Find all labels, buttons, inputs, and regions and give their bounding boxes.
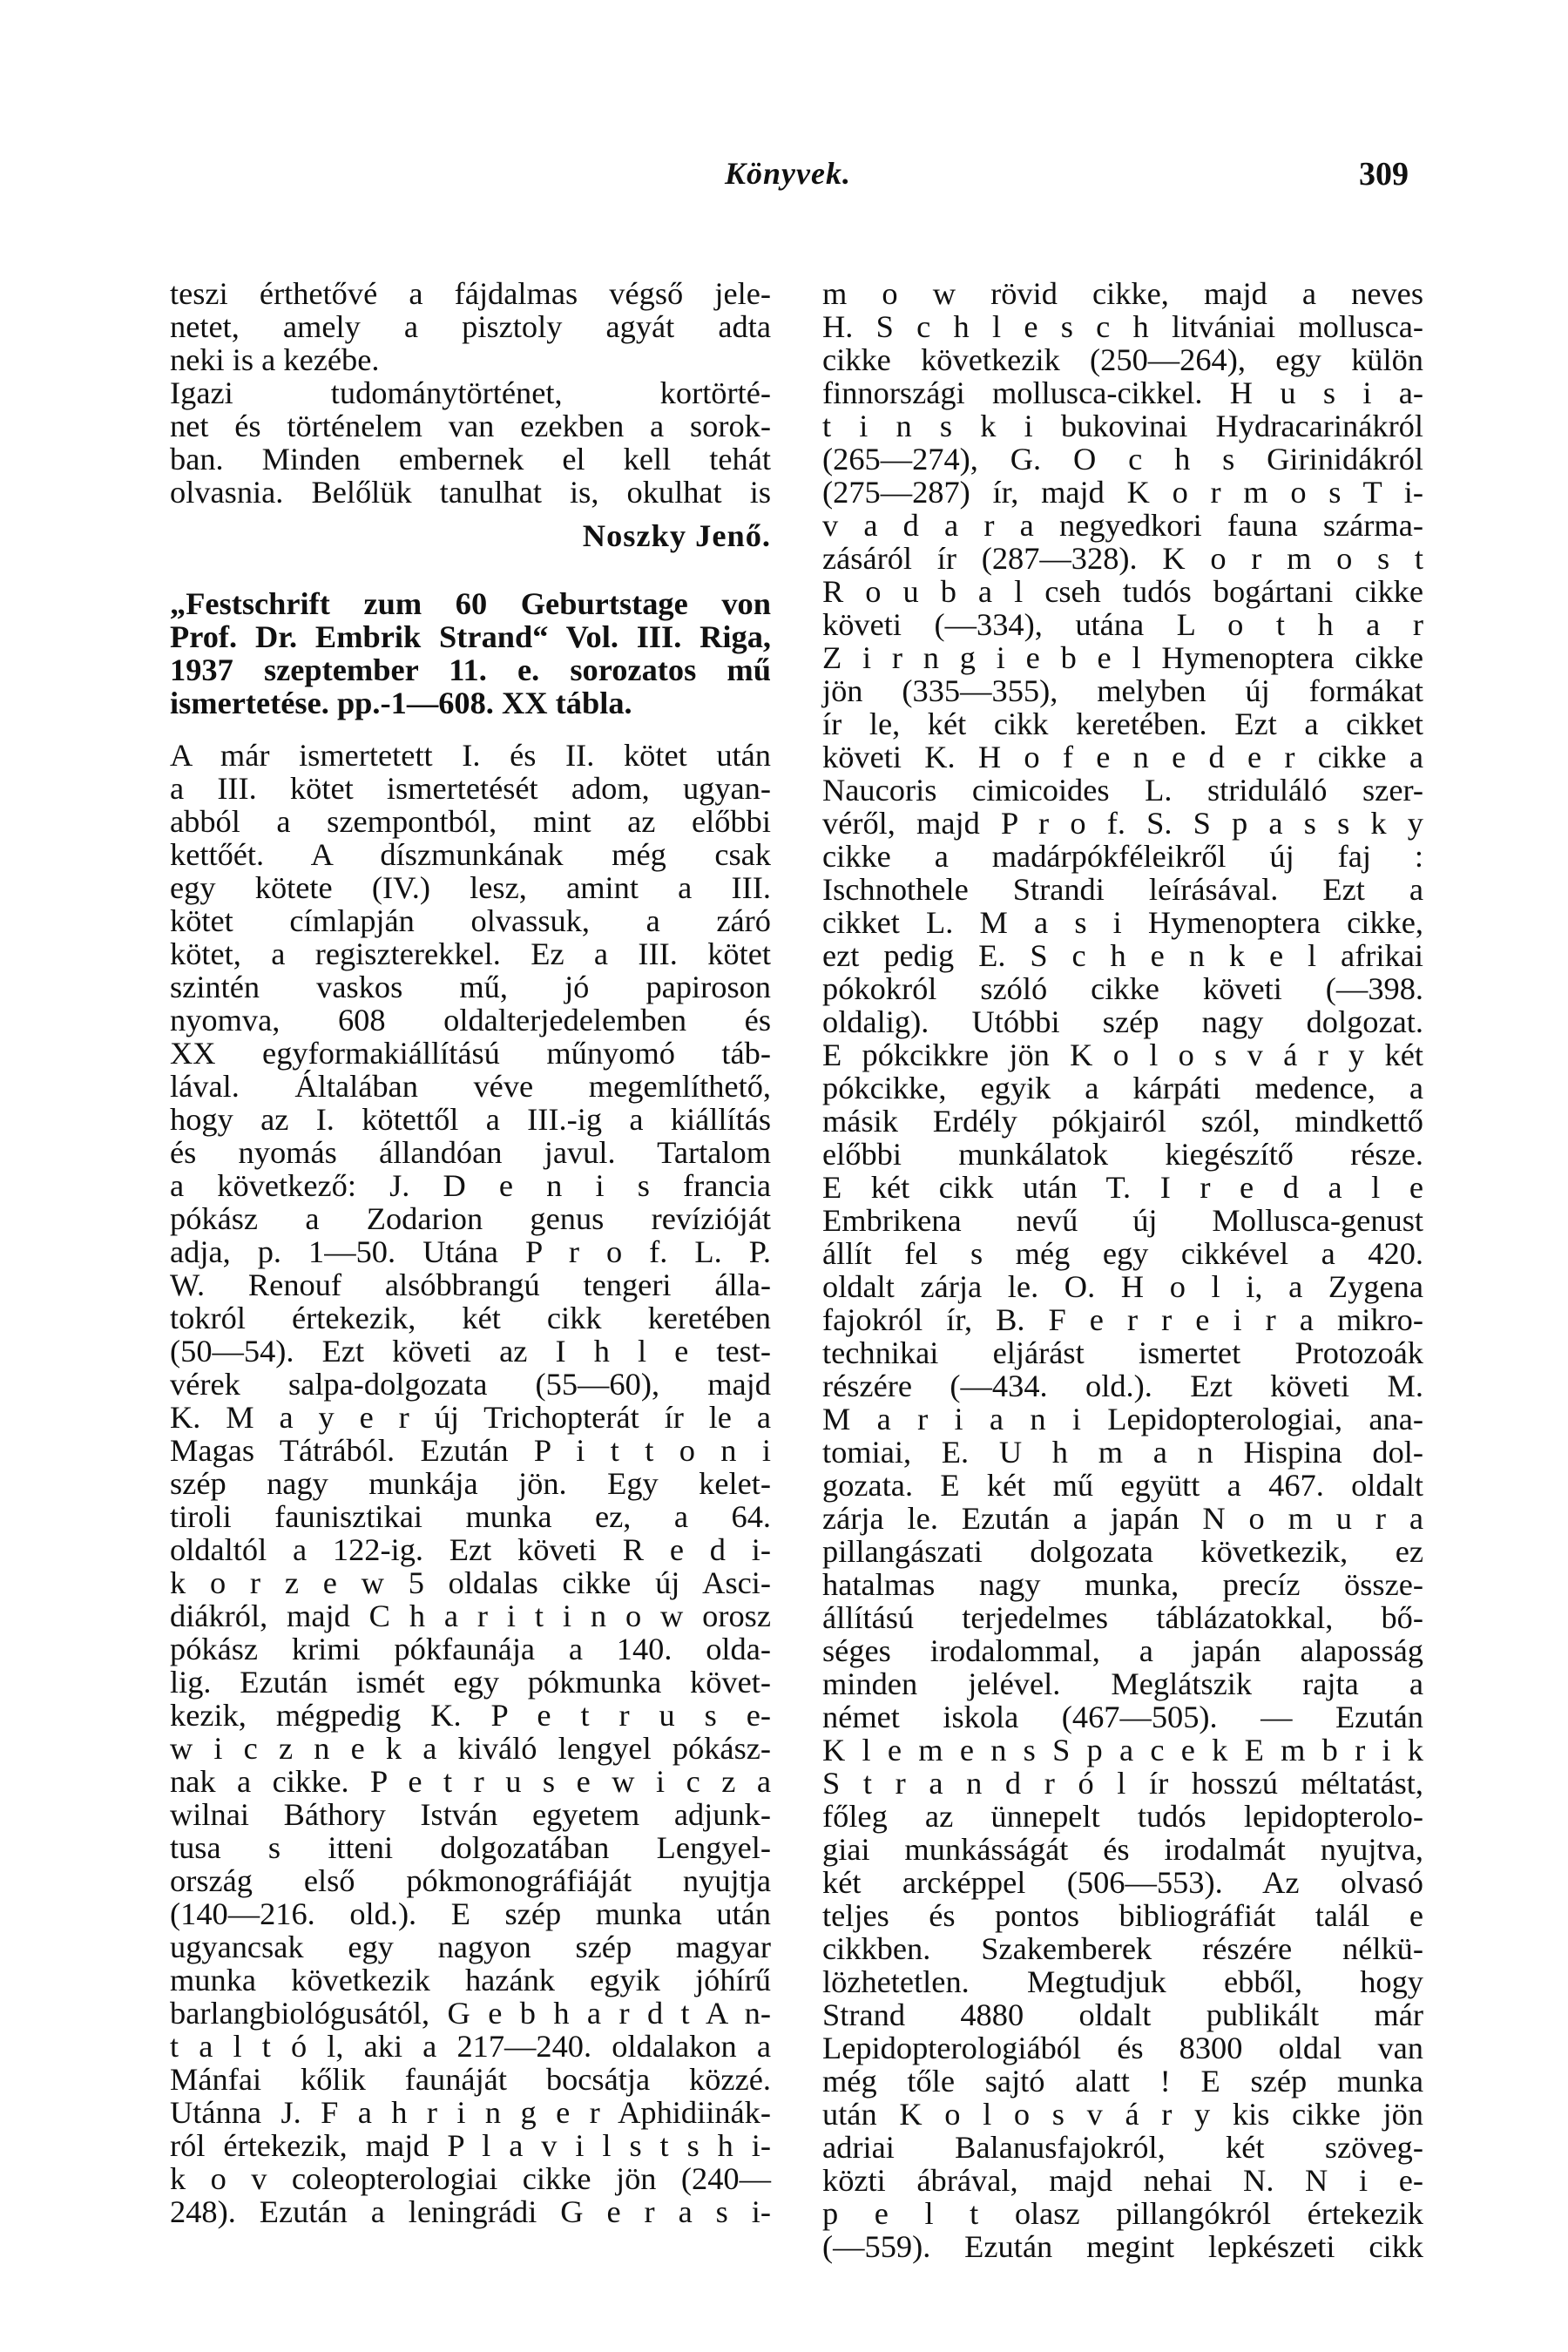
text-line: cikke a madárpókféleikről új faj : [822,839,1423,874]
text-line: tokról értekezik, két cikk keretében [170,1301,771,1335]
right-column [822,277,1423,2263]
text-line: t a l t ó l, aki a 217—240. oldalakon a [170,2029,771,2064]
text-line: kezik, mégpedig K. P e t r u s e- [170,1698,771,1733]
text-line: m o w rövid cikke, majd a neves [822,276,1423,311]
text-line: zásáról ír (287—328). K o r m o s t [822,541,1423,576]
text-line: állít fel s még egy cikkével a 420. [822,1236,1423,1271]
text-line: oldalt zárja le. O. H o l i, a Zygena [822,1269,1423,1304]
text-line: Utánna J. F a h r i n g e r Aphidiinák- [170,2095,771,2130]
text-line: közti ábrával, majd nehai N. N i e- [822,2163,1423,2198]
text-line: Naucoris cimicoides L. striduláló szer- [822,773,1423,808]
text-line: cikkben. Szakemberek részére nélkü- [822,1931,1423,1966]
text-line: ban. Minden embernek el kell tehát [170,442,771,476]
text-line: ország első pókmonográfiáját nyujtja [170,1863,771,1898]
text-line: net és történelem van ezekben a sorok- [170,409,771,443]
text-line: w i c z n e k a kiváló lengyel pókász- [170,1731,771,1766]
text-line: állítású terjedelmes táblázatokkal, bő- [822,1600,1423,1635]
heading-line: ismertetése. pp.-1—608. XX tábla. [170,686,632,720]
text-line: kötet, a regiszterekkel. Ez a III. kötet [170,936,771,971]
text-line: XX egyformakiállítású műnyomó táb- [170,1036,771,1071]
text-line: részére (—434. old.). Ezt követi M. [822,1369,1423,1403]
text-line: ír le, két cikk keretében. Ezt a cikket [822,706,1423,741]
text-line: k o r z e w 5 oldalas cikke új Asci- [170,1565,771,1600]
text-line: 248). Ezután a leningrádi G e r a s i- [170,2194,771,2229]
text-line: a következő: J. D e n i s francia [170,1168,771,1203]
text-line: vérek salpa-dolgozata (55—60), majd [170,1367,771,1402]
text-line: adja, p. 1—50. Utána P r o f. L. P. [170,1234,771,1269]
text-line: két arcképpel (506—553). Az olvasó [822,1865,1423,1900]
text-line: kettőét. A díszmunkának még csak [170,837,771,872]
text-line: (50—54). Ezt követi az I h l e test- [170,1334,771,1369]
text-line: ezt pedig E. S c h e n k e l afrikai [822,938,1423,973]
text-line: hatalmas nagy munka, precíz össze- [822,1567,1423,1602]
text-line: cikke következik (250—264), egy külön [822,342,1423,377]
text-line: ugyancsak egy nagyon szép magyar [170,1930,771,1964]
text-line: lával. Általában véve megemlíthető, [170,1069,771,1104]
text-line: oldalig). Utóbbi szép nagy dolgozat. [822,1004,1423,1039]
running-head: Könyvek. [725,156,851,191]
review-heading [170,587,771,720]
heading-line: 1937 szeptember 11. e. sorozatos mű [170,652,771,687]
text-line: egy kötete (IV.) lesz, amint a III. [170,870,771,905]
paragraph-1 [170,277,771,376]
text-line: Lepidopterologiából és 8300 oldal van [822,2031,1423,2065]
text-line: még tőle sajtó alatt ! E szép munka [822,2064,1423,2099]
text-line: Z i r n g i e b e l Hymenoptera cikke [822,640,1423,675]
text-line: kötet címlapján olvassuk, a záró [170,903,771,938]
paragraph-3 [170,739,771,2228]
text-line: E pókcikkre jön K o l o s v á r y két [822,1037,1423,1072]
text-line: pókokról szóló cikke követi (—398. [822,971,1423,1006]
text-line: Embrikena nevű új Mollusca-genust [822,1203,1423,1238]
text-line: (140—216. old.). E szép munka után [170,1896,771,1931]
text-line: k o v coleopterologiai cikke jön (240— [170,2161,771,2196]
text-line: másik Erdély pókjairól szól, mindkettő [822,1104,1423,1139]
paragraph-continuation [822,277,1423,2263]
text-line: teszi érthetővé a fájdalmas végső jele- [170,276,771,311]
text-line: netet, amely a pisztoly agyát adta [170,309,771,344]
text-line: séges irodalommal, a japán alaposság [822,1633,1423,1668]
text-line: A már ismertetett I. és II. kötet után [170,738,771,773]
text-line: pókcikke, egyik a kárpáti medence, a [822,1071,1423,1105]
text-line: K. M a y e r új Trichopterát ír le a [170,1400,771,1435]
text-line: szintén vaskos mű, jó papiroson [170,970,771,1004]
text-line: követi K. H o f e n e d e r cikke a [822,740,1423,774]
text-line: jön (335—355), melyben új formákat [822,673,1423,708]
text-line: E két cikk után T. I r e d a l e [822,1170,1423,1205]
text-line: hogy az I. kötettől a III.-ig a kiállítás [170,1102,771,1137]
text-line: német iskola (467—505). — Ezután [822,1700,1423,1734]
text-line: teljes és pontos bibliográfiát talál e [822,1898,1423,1933]
text-line: tusa s itteni dolgozatában Lengyel- [170,1830,771,1865]
text-line: (—559). Ezután megint lepkészeti cikk [822,2229,1423,2264]
text-line: főleg az ünnepelt tudós lepidopterolo- [822,1799,1423,1834]
text-line: H. S c h l e s c h litvániai mollusca- [822,309,1423,344]
heading-line: „Festschrift zum 60 Geburtstage von [170,586,771,621]
text-line: pillangászati dolgozata következik, ez [822,1534,1423,1569]
text-line: előbbi munkálatok kiegészítő része. [822,1137,1423,1172]
text-line: t i n s k i bukovinai Hydracarinákról [822,409,1423,443]
text-line: p e l t olasz pillangókról értekezik [822,2196,1423,2231]
text-line: abból a szempontból, mint az előbbi [170,804,771,839]
text-line: Magas Tátrából. Ezután P i t t o n i [170,1433,771,1468]
text-line: tomiai, E. U h m a n Hispina dol- [822,1435,1423,1470]
text-line: adriai Balanusfajokról, két szöveg- [822,2130,1423,2165]
text-line: cikket L. M a s i Hymenoptera cikke, [822,905,1423,940]
text-line: v a d a r a negyedkori fauna szárma- [822,508,1423,543]
text-line: lig. Ezután ismét egy pókmunka követ- [170,1665,771,1700]
text-line: után K o l o s v á r y kis cikke jön [822,2097,1423,2132]
text-line: és nyomás állandóan javul. Tartalom [170,1135,771,1170]
text-line: giai munkásságát és irodalmát nyujtva, [822,1832,1423,1867]
text-line: Ischnothele Strandi leírásával. Ezt a [822,872,1423,907]
text-line: minden jelével. Meglátszik rajta a [822,1666,1423,1701]
text-line: (275—287) ír, majd K o r m o s T i- [822,475,1423,510]
text-line: a III. kötet ismertetését adom, ugyan- [170,771,771,806]
text-line: Igazi tudománytörténet, kortörté- [170,375,771,410]
text-line: lözhetetlen. Megtudjuk ebből, hogy [822,1964,1423,1999]
heading-line: Prof. Dr. Embrik Strand“ Vol. III. Riga, [170,619,771,654]
text-line: nyomva, 608 oldalterjedelemben és [170,1003,771,1037]
text-line: munka következik hazánk egyik jóhírű [170,1963,771,1997]
text-line: Mánfai kőlik faunáját bocsátja közzé. [170,2062,771,2097]
text-line: fajokról ír, B. F e r r e i r a mikro- [822,1302,1423,1337]
text-line: oldaltól a 122-ig. Ezt követi R e d i- [170,1532,771,1567]
text-line: nak a cikke. P e t r u s e w i c z a [170,1764,771,1799]
text-line: S t r a n d r ó l ír hosszú méltatást, [822,1766,1423,1801]
text-line: véről, majd P r o f. S. S p a s s k y [822,806,1423,841]
text-line: tiroli faunisztikai munka ez, a 64. [170,1499,771,1534]
text-line: pókász a Zodarion genus revízióját [170,1201,771,1236]
text-line: (265—274), G. O c h s Girinidákról [822,442,1423,476]
text-line: pókász krimi pókfaunája a 140. olda- [170,1632,771,1666]
text-line: szép nagy munkája jön. Egy kelet- [170,1466,771,1501]
left-column [170,277,771,2228]
page-number: 309 [1359,156,1409,193]
text-line: Strand 4880 oldalt publikált már [822,1997,1423,2032]
text-line: olvasnia. Belőlük tanulhat is, okulhat is [170,475,771,510]
text-line: gozata. E két mű együtt a 467. oldalt [822,1468,1423,1503]
author-signature: Noszky Jenő. [582,518,771,553]
text-line: neki is a kezébe. [170,342,380,377]
text-line: finnországi mollusca-cikkel. H u s i a- [822,375,1423,410]
text-line: M a r i a n i Lepidopterologiai, ana- [822,1402,1423,1436]
text-line: wilnai Báthory István egyetem adjunk- [170,1797,771,1832]
text-line: ról értekezik, majd P l a v i l s t s h i- [170,2128,771,2163]
text-line: technikai eljárást ismertet Protozoák [822,1335,1423,1370]
text-line: R o u b a l cseh tudós bogártani cikke [822,574,1423,609]
text-line: barlangbiológusától, G e b h a r d t A n- [170,1996,771,2031]
text-line: zárja le. Ezután a japán N o m u r a [822,1501,1423,1536]
text-line: W. Renouf alsóbbrangú tengeri álla- [170,1267,771,1302]
text-line: diákról, majd C h a r i t i n o w orosz [170,1598,771,1633]
text-line: követi (—334), utána L o t h a r [822,607,1423,642]
text-line: K l e m e n s S p a c e k E m b r i k [822,1733,1423,1767]
paragraph-2 [170,376,771,509]
